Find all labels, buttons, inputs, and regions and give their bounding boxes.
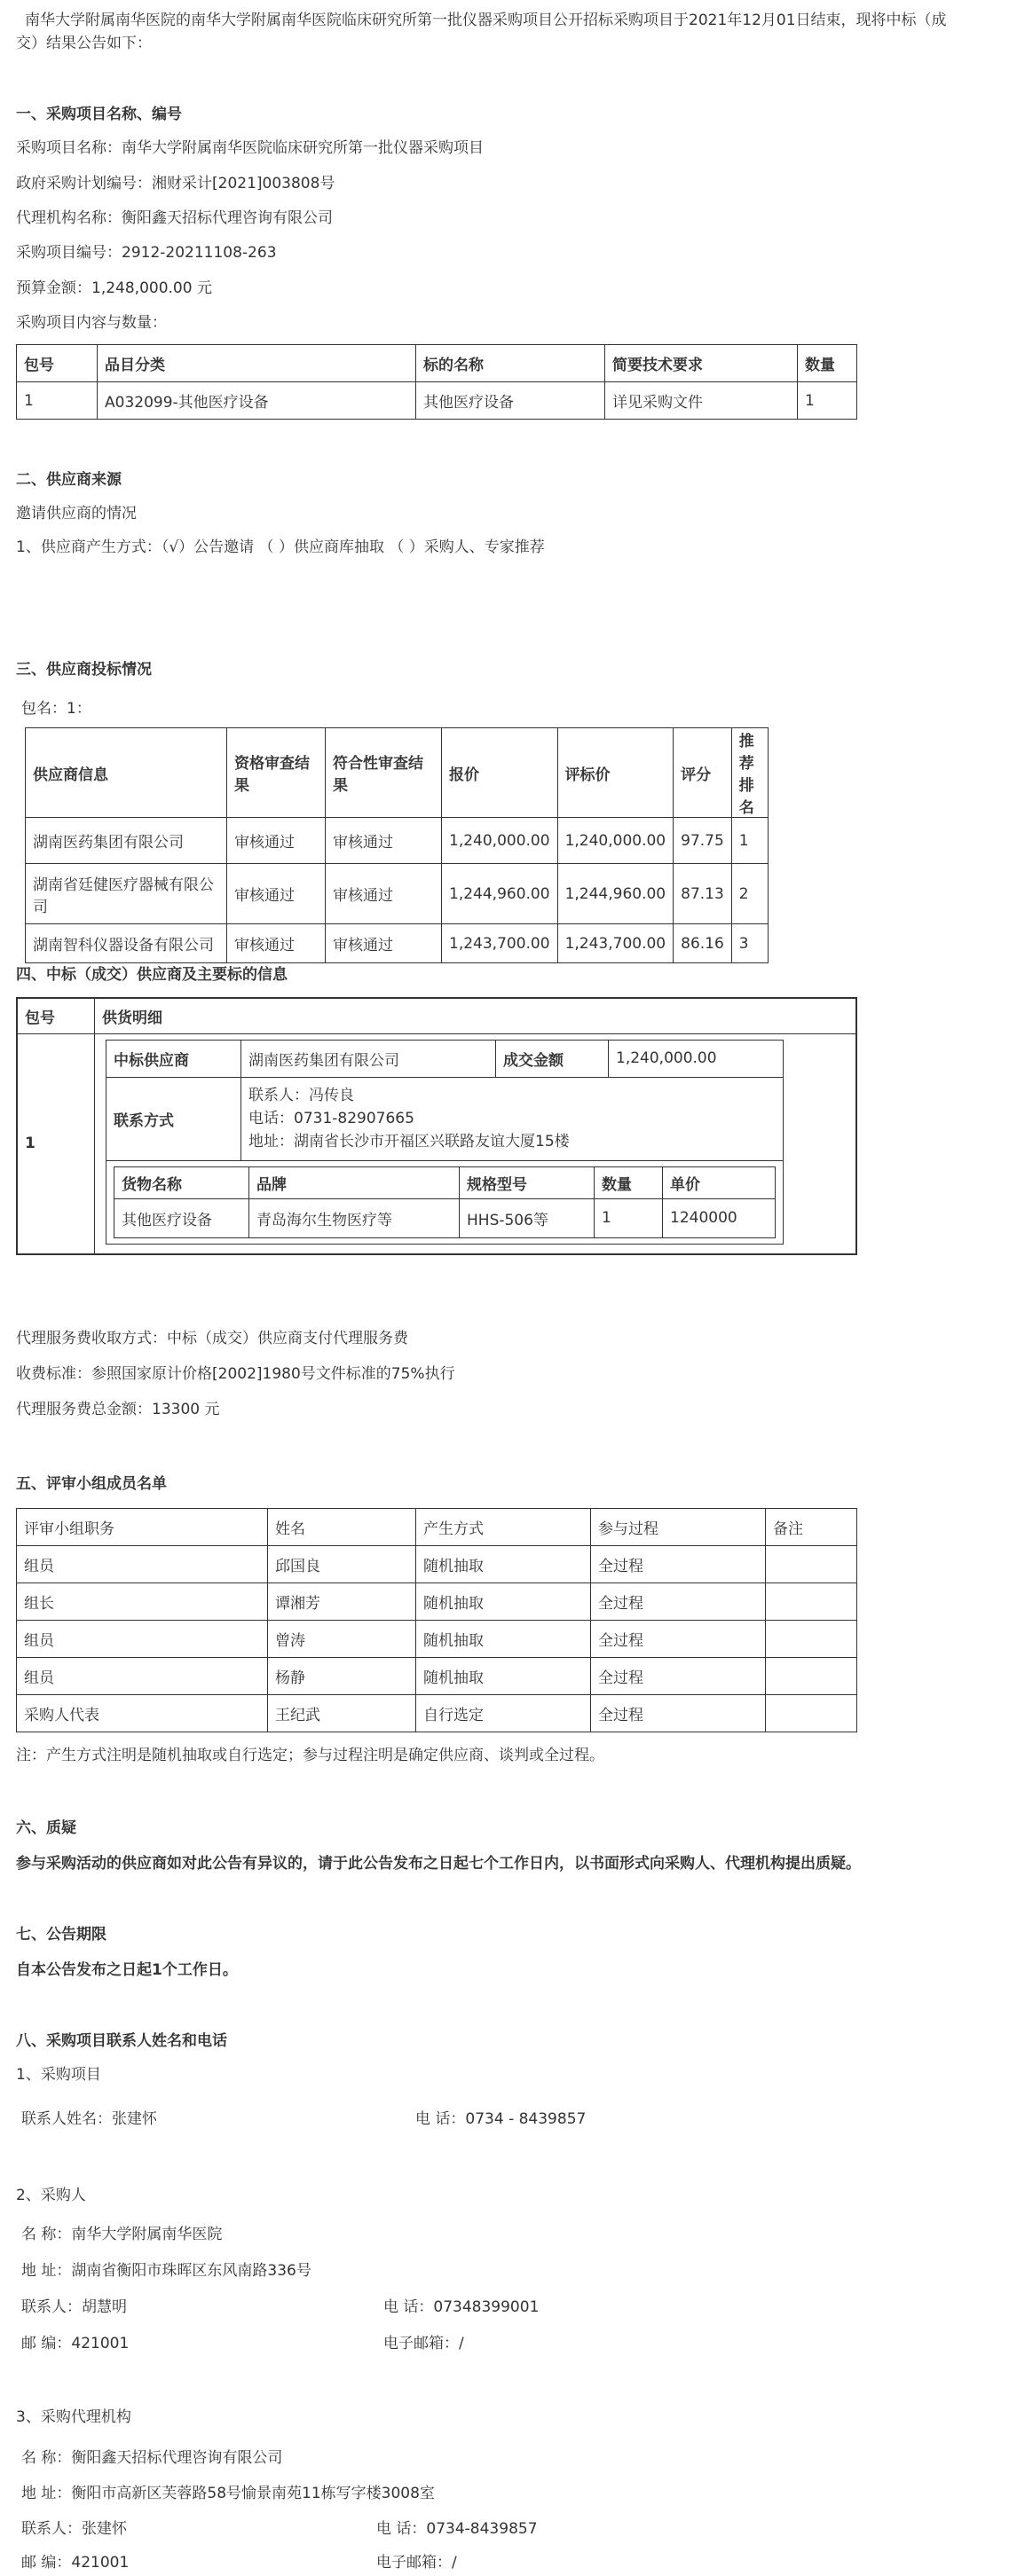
table-header-cell: 符合性审查结果 [326, 728, 442, 818]
table-cell [766, 1621, 857, 1658]
purchaser-zip: 邮 编：421001 [21, 2335, 130, 2352]
table-cell: 1,243,700.00 [557, 924, 674, 963]
supplier-source-sub: 邀请供应商的情况 [16, 505, 137, 522]
goods-cell-value: HHS-506等 [460, 1198, 595, 1237]
intro-line-1: 南华大学附属南华医院的南华大学附属南华医院临床研究所第一批仪器采购项目公开招标采购项目于2021年12月01日结束，现将中标（成 [25, 12, 947, 29]
table-cell: 审核通过 [326, 924, 442, 963]
table-cell: 87.13 [674, 864, 732, 924]
section-6-heading: 六、质疑 [16, 1819, 76, 1837]
content-label: 采购项目内容与数量： [16, 314, 167, 332]
table-row [106, 1077, 784, 1160]
table-cell: 1 [731, 818, 768, 864]
purchaser-contact: 联系人：胡慧明 [21, 2298, 127, 2316]
table-header-row [17, 345, 857, 382]
table-header-cell: 简要技术要求 [605, 345, 798, 382]
table-header-cell: 数量 [798, 345, 857, 382]
review-panel-table [16, 1508, 857, 1732]
agency-phone: 电 话：0734-8439857 [376, 2520, 538, 2538]
table-cell: 谭湘芳 [268, 1583, 416, 1621]
agency-email: 电子邮箱：/ [376, 2554, 457, 2572]
table-row [26, 924, 769, 963]
contact-phone: 电话：0731-82907665 [248, 1110, 414, 1127]
table-cell: 审核通过 [227, 924, 326, 963]
table-header-cell: 包号 [17, 345, 98, 382]
winner-table [16, 997, 857, 1255]
table-row [17, 1695, 857, 1732]
goods-header-cell: 规格型号 [460, 1166, 595, 1198]
purchaser-title: 2、采购人 [16, 2187, 86, 2204]
winner-name: 湖南医药集团有限公司 [241, 1040, 496, 1077]
table-cell: 审核通过 [326, 818, 442, 864]
budget-amount: 预算金额：1,248,000.00 元 [16, 279, 212, 297]
table-header-cell: 评审小组职务 [17, 1509, 268, 1546]
goods-header-cell: 单价 [663, 1166, 776, 1198]
table-header-cell: 评标价 [557, 728, 674, 818]
goods-header-cell: 货物名称 [114, 1166, 249, 1198]
table-cell: 86.16 [674, 924, 732, 963]
table-cell: 湖南智科仪器设备有限公司 [26, 924, 227, 963]
section-3-heading: 三、供应商投标情况 [16, 661, 152, 679]
plan-number: 政府采购计划编号：湘财采计[2021]003808号 [16, 175, 335, 192]
table-cell: 组长 [17, 1583, 268, 1621]
table-cell [766, 1583, 857, 1621]
table-cell: 详见采购文件 [605, 382, 798, 420]
winner-label: 中标供应商 [106, 1040, 241, 1077]
table-cell: 审核通过 [227, 864, 326, 924]
table-header-row [17, 1509, 857, 1546]
supply-detail-table [106, 1040, 784, 1245]
bidding-table [25, 727, 769, 963]
table-header-cell: 包号 [17, 998, 95, 1033]
table-cell: 1 [17, 382, 98, 420]
goods-cell-value: 青岛海尔生物医疗等 [249, 1198, 460, 1237]
table-cell: 杨静 [268, 1658, 416, 1695]
table-cell: 97.75 [674, 818, 732, 864]
intro-line-2: 交）结果公告如下： [16, 35, 152, 52]
amount-label: 成交金额 [496, 1040, 609, 1077]
package-name: 包名：1： [21, 700, 91, 718]
table-cell: 王纪武 [268, 1695, 416, 1732]
section-2-heading: 二、供应商来源 [16, 471, 122, 489]
purchaser-phone: 电 话：07348399001 [383, 2298, 540, 2316]
table-header-cell: 供货明细 [95, 998, 857, 1033]
goods-row [114, 1198, 776, 1237]
table-cell: 随机抽取 [416, 1621, 591, 1658]
table-cell: 采购人代表 [17, 1695, 268, 1732]
fee-standard: 收费标准：参照国家原计价格[2002]1980号文件标准的75%执行 [16, 1365, 455, 1383]
table-cell: 随机抽取 [416, 1546, 591, 1583]
table-cell: 2 [731, 864, 768, 924]
table-header-cell: 备注 [766, 1509, 857, 1546]
table-row [17, 1546, 857, 1583]
table-cell: 1,240,000.00 [442, 818, 558, 864]
table-cell: 组员 [17, 1546, 268, 1583]
table-cell: 全过程 [591, 1583, 766, 1621]
table-row [17, 1621, 857, 1658]
section-4-heading: 四、中标（成交）供应商及主要标的信息 [16, 966, 288, 984]
table-row [106, 1160, 784, 1244]
table-cell [766, 1546, 857, 1583]
amount-value: 1,240,000.00 [609, 1040, 784, 1077]
purchaser-address: 地 址：湖南省衡阳市珠晖区东风南路336号 [21, 2262, 311, 2280]
table-cell: 自行选定 [416, 1695, 591, 1732]
project-code: 采购项目编号：2912-20211108-263 [16, 244, 277, 262]
table-cell: 1,240,000.00 [557, 818, 674, 864]
section-1-heading: 一、采购项目名称、编号 [16, 106, 182, 123]
agency-title: 3、采购代理机构 [16, 2408, 131, 2426]
table-cell: A032099-其他医疗设备 [98, 382, 416, 420]
project-contact-person: 联系人姓名：张建怀 [21, 2110, 157, 2128]
goods-table [114, 1166, 776, 1238]
review-note: 注：产生方式注明是随机抽取或自行选定；参与过程注明是确定供应商、谈判或全过程。 [16, 1747, 604, 1764]
purchaser-name: 名 称：南华大学附属南华医院 [21, 2226, 223, 2243]
goods-header-cell: 品牌 [249, 1166, 460, 1198]
table-cell [766, 1695, 857, 1732]
table-cell [766, 1658, 857, 1695]
table-header-cell: 资格审查结果 [227, 728, 326, 818]
table-cell: 湖南医药集团有限公司 [26, 818, 227, 864]
goods-header-row [114, 1166, 776, 1198]
project-contact-phone: 电 话：0734 - 8439857 [415, 2110, 587, 2128]
table-row [17, 1583, 857, 1621]
table-row [26, 818, 769, 864]
table-cell: 全过程 [591, 1658, 766, 1695]
contact-label: 联系方式 [106, 1077, 241, 1160]
table-cell: 3 [731, 924, 768, 963]
table-row [17, 1033, 856, 1254]
agency-address: 地 址：衡阳市高新区芙蓉路58号愉景南苑11栋写字楼3008室 [21, 2485, 435, 2502]
table-header-cell: 产生方式 [416, 1509, 591, 1546]
agency-zip: 邮 编：421001 [21, 2554, 130, 2572]
contact-address: 地址：湖南省长沙市开福区兴联路友谊大厦15楼 [248, 1133, 570, 1151]
project-name: 采购项目名称：南华大学附属南华医院临床研究所第一批仪器采购项目 [16, 139, 484, 157]
section-7-heading: 七、公告期限 [16, 1926, 106, 1944]
table-cell: 1,243,700.00 [442, 924, 558, 963]
table-header-cell: 供应商信息 [26, 728, 227, 818]
table-cell: 邱国良 [268, 1546, 416, 1583]
objection-text: 参与采购活动的供应商如对此公告有异议的，请于此公告发布之日起七个工作日内，以书面形式向采购人、代理机构提出质疑。 [16, 1855, 861, 1873]
notice-period-text: 自本公告发布之日起1个工作日。 [16, 1961, 238, 1979]
goods-header-cell: 数量 [595, 1166, 663, 1198]
table-header-cell: 评分 [674, 728, 732, 818]
project-content-table [16, 344, 857, 420]
table-cell: 1,244,960.00 [557, 864, 674, 924]
section-8-heading: 八、采购项目联系人姓名和电话 [16, 2032, 227, 2050]
goods-cell-value: 1240000 [663, 1198, 776, 1237]
table-header-row [26, 728, 769, 818]
fee-method: 代理服务费收取方式：中标（成交）供应商支付代理服务费 [16, 1330, 408, 1347]
table-cell: 全过程 [591, 1546, 766, 1583]
table-cell: 全过程 [591, 1695, 766, 1732]
table-header-cell: 标的名称 [416, 345, 605, 382]
table-cell: 其他医疗设备 [416, 382, 605, 420]
contact-person: 联系人：冯传良 [248, 1087, 354, 1104]
table-cell: 随机抽取 [416, 1583, 591, 1621]
goods-cell-value: 其他医疗设备 [114, 1198, 249, 1237]
winner-detail-cell [95, 1033, 857, 1254]
fee-total: 代理服务费总金额：13300 元 [16, 1401, 220, 1418]
table-row [106, 1040, 784, 1077]
table-row [17, 1658, 857, 1695]
agency-name: 代理机构名称：衡阳鑫天招标代理咨询有限公司 [16, 209, 333, 227]
table-cell: 组员 [17, 1658, 268, 1695]
table-cell: 组员 [17, 1621, 268, 1658]
table-cell: 审核通过 [227, 818, 326, 864]
table-cell: 审核通过 [326, 864, 442, 924]
table-header-cell: 参与过程 [591, 1509, 766, 1546]
table-row [26, 864, 769, 924]
table-header-cell: 报价 [442, 728, 558, 818]
table-cell: 1 [798, 382, 857, 420]
section-5-heading: 五、评审小组成员名单 [16, 1475, 167, 1493]
table-cell: 1,244,960.00 [442, 864, 558, 924]
table-row [17, 382, 857, 420]
table-cell: 全过程 [591, 1621, 766, 1658]
agency-name-line: 名 称：衡阳鑫天招标代理咨询有限公司 [21, 2449, 283, 2467]
table-cell: 随机抽取 [416, 1658, 591, 1695]
table-cell: 湖南省廷健医疗器械有限公司 [26, 864, 227, 924]
table-header-cell: 推荐排名 [731, 728, 768, 818]
agency-contact: 联系人：张建怀 [21, 2520, 127, 2538]
supplier-method: 1、供应商产生方式：（√）公告邀请 （ ）供应商库抽取 （ ）采购人、专家推荐 [16, 538, 545, 556]
table-cell: 曾涛 [268, 1621, 416, 1658]
table-header-row [17, 998, 856, 1033]
contact-info [241, 1077, 784, 1160]
winner-package-cell: 1 [17, 1033, 95, 1254]
goods-cell-value: 1 [595, 1198, 663, 1237]
table-header-cell: 姓名 [268, 1509, 416, 1546]
purchaser-email: 电子邮箱：/ [383, 2335, 464, 2352]
goods-cell [106, 1160, 784, 1244]
contact-project-title: 1、采购项目 [16, 2066, 101, 2084]
table-header-cell: 品目分类 [98, 345, 416, 382]
